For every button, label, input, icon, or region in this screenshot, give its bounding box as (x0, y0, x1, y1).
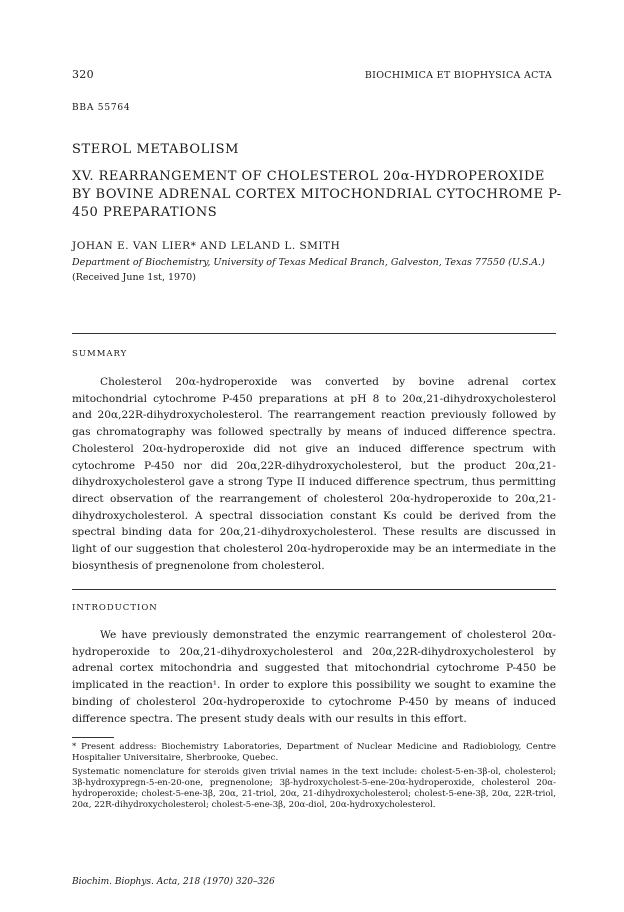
footnote-nomenclature: Systematic nomenclature for steroids given trivial names in the text include: cholest-5-en-3β-ol, cholesterol; 3β-hydroxypregn-5-en-20-one, pregnenolone; 3β-hydroxycholest-5-ene-20α-hydroperoxide, cholesterol 20α-hydroperoxide; cholest-5-ene-3β, 20α, 21-triol, 20α, 21-dihydroxycholesterol; cholest-5-ene-3β, 20α, 22R-triol, 20α, 22R-dihydroxycholesterol; cholest-5-ene-3β, 20α-diol, 20α-hydroxycholesterol. (72, 766, 556, 811)
affiliation: Department of Biochemistry, University of Texas Medical Branch, Galveston, Texas 77550 (U.S.A.) (72, 257, 545, 268)
author-list: JOHAN E. VAN LIER* AND LELAND L. SMITH (72, 240, 341, 252)
article-title: XV. REARRANGEMENT OF CHOLESTEROL 20α-HYDROPEROXIDE BY BOVINE ADRENAL CORTEX MITOCHONDRIAL CYTOCHROME P-450 PREPARATIONS (72, 169, 562, 220)
summary-heading: SUMMARY (72, 349, 128, 359)
footnotes (72, 742, 556, 814)
article-id: BBA 55764 (72, 103, 131, 113)
journal-citation: Biochim. Biophys. Acta, 218 (1970) 320–326 (72, 877, 275, 887)
running-header-journal: BIOCHIMICA ET BIOPHYSICA ACTA (364, 70, 552, 81)
series-title: STEROL METABOLISM (72, 142, 240, 157)
introduction-paragraph: We have previously demonstrated the enzymic rearrangement of cholesterol 20α-hydroperoxide to 20α,21-dihydroxycholesterol and 20α,22R-dihydroxycholesterol by adrenal cortex mitochondria and suggested that mitochondrial cytochrome P-450 be implicated in the reaction¹. In order to explore this possibility we sought to examine the binding of cholesterol 20α-hydroperoxide to cytochrome P-450 by means of induced difference spectra. The present study deals with our results in this effort. (72, 629, 556, 725)
footnote-rule (72, 737, 114, 738)
footnote-present-address: * Present address: Biochemistry Laboratories, Department of Nuclear Medicine and Radiobiology, Centre Hospitalier Universitaire, Sherbrooke, Quebec. (72, 742, 556, 764)
summary-paragraph: Cholesterol 20α-hydroperoxide was converted by bovine adrenal cortex mitochondrial cytochrome P-450 preparations at pH 8 to 20α,21-dihydroxycholesterol and 20α,22R-dihydroxycholesterol. The rearrangement reaction previously followed by gas chromatography was followed spectrally by means of induced difference spectra. Cholesterol 20α-hydroperoxide did not give an induced difference spectrum with cytochrome P-450 nor did 20α,22R-dihydroxycholesterol, but the product 20α,21-dihydroxycholesterol gave a strong Type II induced difference spectrum, thus permitting direct observation of the rearrangement of cholesterol 20α-hydroperoxide to 20α,21-dihydroxycholesterol. A spectral dissociation constant Ks could be derived from the spectral binding data for 20α,21-dihydroxycholesterol. These results are discussed in light of our suggestion that cholesterol 20α-hydroperoxide may be an intermediate in the biosynthesis of pregnenolone from cholesterol. (72, 376, 556, 572)
introduction-body (72, 627, 556, 727)
received-date: (Received June 1st, 1970) (72, 272, 196, 283)
page-number: 320 (72, 68, 94, 81)
divider-rule (72, 333, 556, 334)
introduction-heading: INTRODUCTION (72, 603, 158, 613)
divider-rule (72, 589, 556, 590)
summary-body (72, 374, 556, 574)
